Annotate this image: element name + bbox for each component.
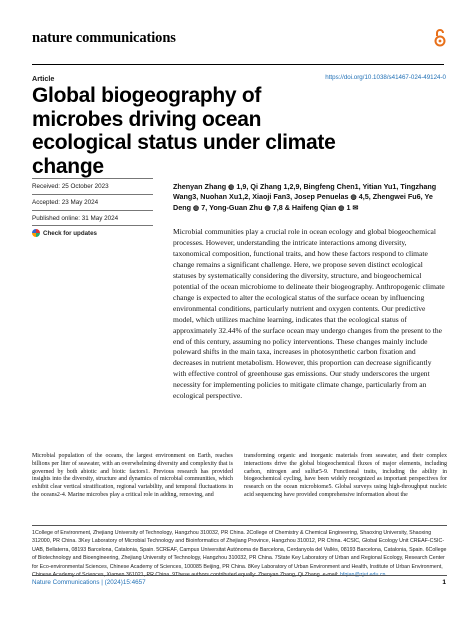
received-date: Received: 25 October 2023 bbox=[32, 183, 109, 190]
meta-divider bbox=[32, 178, 153, 179]
affiliation-divider bbox=[32, 525, 447, 526]
abstract: Microbial communities play a crucial role in ocean ecology and global biogeochemical processes. However, understanding the intricate interactions among diversity, taxonomical composition, functional traits, and how these factors respond to climate change remains a significant challenge. Here, we propose seven distinct ecological statuses by systematically considering the diversity, structure, and biogeochemical potential of the ocean microbiome to delineate their biogeography. Anthropogenic climate change is expected to alter the ecological status of the surface ocean by influencing environmental conditions, particularly nutrient and oxygen contents. Our predictive model, which utilizes machine learning, indicates that the ecological status of approximately 32.44% of the surface ocean may undergo changes from the present to the end of this century, assuming no policy interventions. These changes mainly include poleward shifts in the main taxa, increases in photosynthetic carbon fixation and decreases in nutrient metabolism. However, this proportion can decrease significantly with effective control of greenhouse gas emissions. Our study underscores the urgent necessity for implementing policies to mitigate climate change, particularly from an ecological perspective. bbox=[173, 227, 445, 401]
affiliations bbox=[32, 529, 447, 580]
body-text-left-column: Microbial population of the oceans, the largest environment on Earth, reaches billions per liter of seawater, with an overwhelming diversity and complexity that is governed by both abiotic and biotic factors1. Previous research has provided insights into the diversity, structure and dynamics of microbial communities, which exhibit clear vertical stratification, regional variability, and temporal fluctuations in the oceans2-4. Marine microbes play a critical role in adding, removing, and bbox=[32, 453, 233, 498]
check-for-updates-button[interactable] bbox=[32, 229, 97, 237]
footer-divider bbox=[32, 575, 447, 576]
article-type: Article bbox=[32, 74, 55, 83]
corresponding-email-link[interactable]: hfqian@zjut.edu.cn bbox=[340, 572, 386, 579]
body-text-right-column: transforming organic and inorganic materials from seawater, and their complex interactions drive the global biogeochemical fluxes of major elements, including carbon, nitrogen and sulfur5-9. Functional traits, including the ability in biogeochemical cycling, have been widely recognized as important perspectives for research on the ocean microbiome5. Global surveys using high-throughput nucleic acid sequencing have provided comprehensive information about the bbox=[244, 453, 447, 498]
check-for-updates-icon bbox=[32, 229, 40, 237]
check-for-updates-label: Check for updates bbox=[43, 229, 97, 237]
meta-divider bbox=[32, 225, 153, 226]
journal-name: nature communications bbox=[32, 30, 176, 46]
affiliation-text: 1College of Environment, Zhejiang University of Technology, Hangzhou 310032, PR China. 2College of Chemistry & Chemical Engineering, Shaoxing University, Shaoxing 312000, PR China. 3Key Laboratory of Microbial Technology and Bioinformatics of Zhejiang Province, Hangzhou 310012, PR China. 4CSIC, Global Ecology Unit CREAF-CSIC-UAB, Bellaterra, 08193 Barcelona, Catalonia, Spain. 5CREAF, Campus Universitat Autònoma de Barcelona, Cerdanyola del Vallès, 08193 Barcelona, Catalonia, Spain. 6College of Biotechnology and Bioengineering, Zhejiang University of Technology, Hangzhou 310032, PR China. 7State Key Laboratory of Urban and Regional Ecology, Research Center for Eco-environmental Sciences, Chinese Academy of Sciences, 100085 Beijing, PR China. 8Key Laboratory of Urban Environment and Health, Institute of Urban Environment, Chinese Academy of Sciences, Xiamen 361021, PR China. 9These authors contributed equally: Zhenyan Zhang, Qi Zhang. bbox=[32, 530, 447, 579]
open-access-lock-icon bbox=[434, 28, 446, 48]
meta-divider bbox=[32, 210, 153, 211]
published-date: Published online: 31 May 2024 bbox=[32, 215, 119, 222]
email-label: e-mail: bbox=[322, 572, 339, 579]
doi-link[interactable]: https://doi.org/10.1038/s41467-024-49124-0 bbox=[325, 74, 446, 81]
author-list: Zhenyan Zhang ◍ 1,9, Qi Zhang 1,2,9, Bingfeng Chen1, Yitian Yu1, Tingzhang Wang3, Nuohan Xu1,2, Xiaoji Fan3, Josep Penuelas ◍ 4,5, Zhengwei Fu6, Ye Deng ◍ 7, Yong-Guan Zhu ◍ 7,8 & Haifeng Qian ◍ 1 ✉ bbox=[173, 182, 437, 212]
article-title: Global biogeography of microbes driving ocean ecological status under climate change bbox=[32, 84, 336, 178]
footer-citation: Nature Communications | (2024)15:4657 bbox=[32, 579, 146, 586]
meta-divider bbox=[32, 194, 153, 195]
header-divider bbox=[32, 64, 444, 65]
page-number: 1 bbox=[442, 579, 446, 586]
accepted-date: Accepted: 23 May 2024 bbox=[32, 199, 99, 206]
